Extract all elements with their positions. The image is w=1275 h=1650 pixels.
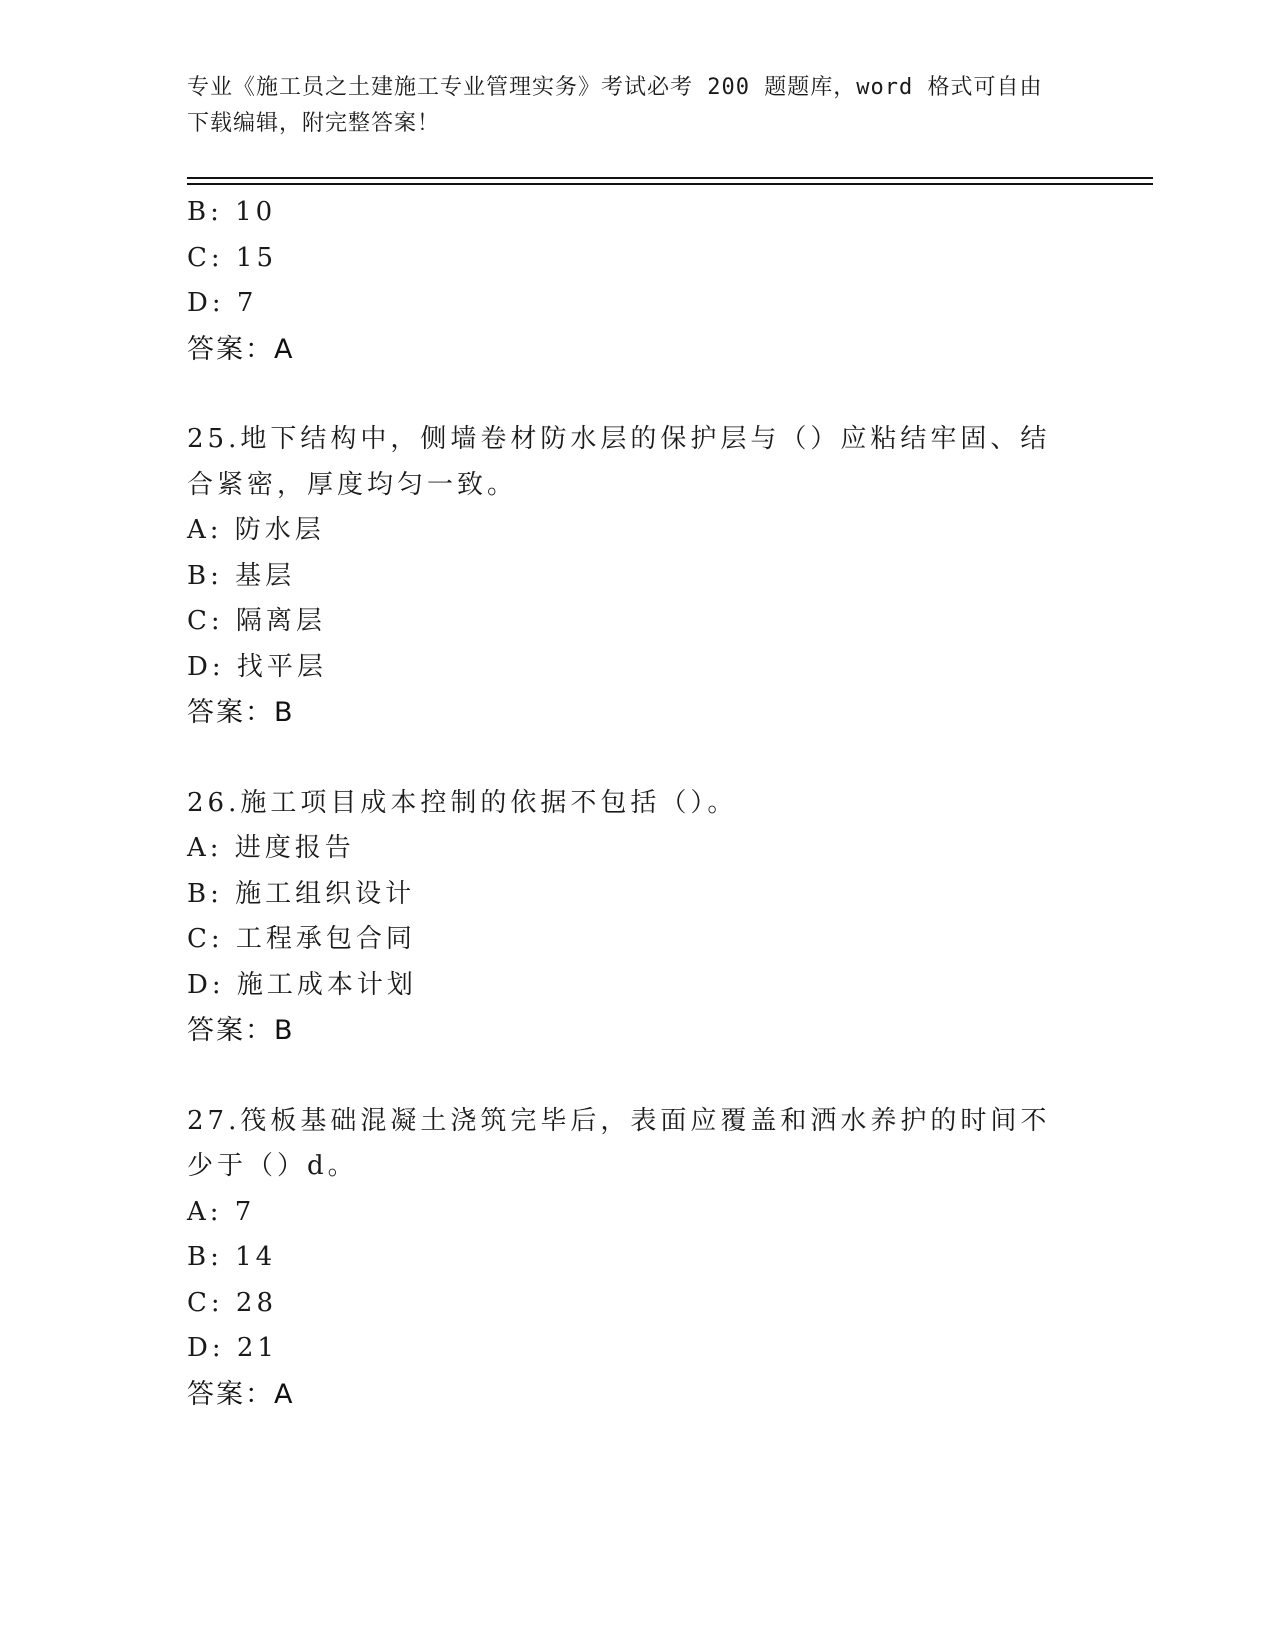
answer-line: 答案：A [187,333,295,365]
option-a: A: 进度报告 [187,833,355,863]
question-block-25 [187,417,1087,736]
option-b: B: 10 [187,197,277,227]
option-d: D: 7 [187,288,258,318]
question-body: 施工项目成本控制的依据不包括（）。 [240,787,738,818]
question-text [187,1099,1077,1190]
question-number: 26. [187,787,241,818]
option-b: B: 基层 [187,560,296,591]
header-divider-top [187,177,1153,179]
question-block-26 [187,781,1087,1054]
question-number: 25. [187,424,241,454]
answer-line: 答案：B [187,697,295,728]
option-c: C: 15 [187,242,278,273]
option-c: C: 工程承包合同 [187,924,416,954]
option-c: C: 隔离层 [187,606,326,636]
option-d: D: 找平层 [187,651,327,682]
header-divider-bottom [187,183,1153,185]
document-header [187,70,1067,142]
header-line-1: 专业《施工员之土建施工专业管理实务》考试必考 200 题题库，word 格式可自由 [187,75,1043,100]
answer-line: 答案：B [187,1015,295,1046]
question-block-prev [187,190,1087,372]
option-d: D: 21 [187,1333,278,1363]
option-a: A: 7 [187,1196,256,1227]
question-body: 筏板基础混凝土浇筑完毕后，表面应覆盖和洒水养护的时间不少于（）d。 [187,1105,1051,1181]
question-body: 地下结构中，侧墙卷材防水层的保护层与（）应粘结牢固、结合紧密，厚度均匀一致。 [187,424,1051,500]
answer-line: 答案：A [187,1378,295,1410]
question-block-27 [187,1099,1087,1418]
question-list [187,190,1087,1462]
option-d: D: 施工成本计划 [187,969,417,1000]
question-text [187,781,1077,827]
header-line-2: 下载编辑，附完整答案！ [187,111,441,136]
option-a: A: 防水层 [187,515,325,545]
option-b: B: 施工组织设计 [187,878,416,909]
question-text [187,417,1077,508]
option-c: C: 28 [187,1287,278,1318]
question-number: 27. [187,1105,241,1136]
option-b: B: 14 [187,1242,277,1272]
